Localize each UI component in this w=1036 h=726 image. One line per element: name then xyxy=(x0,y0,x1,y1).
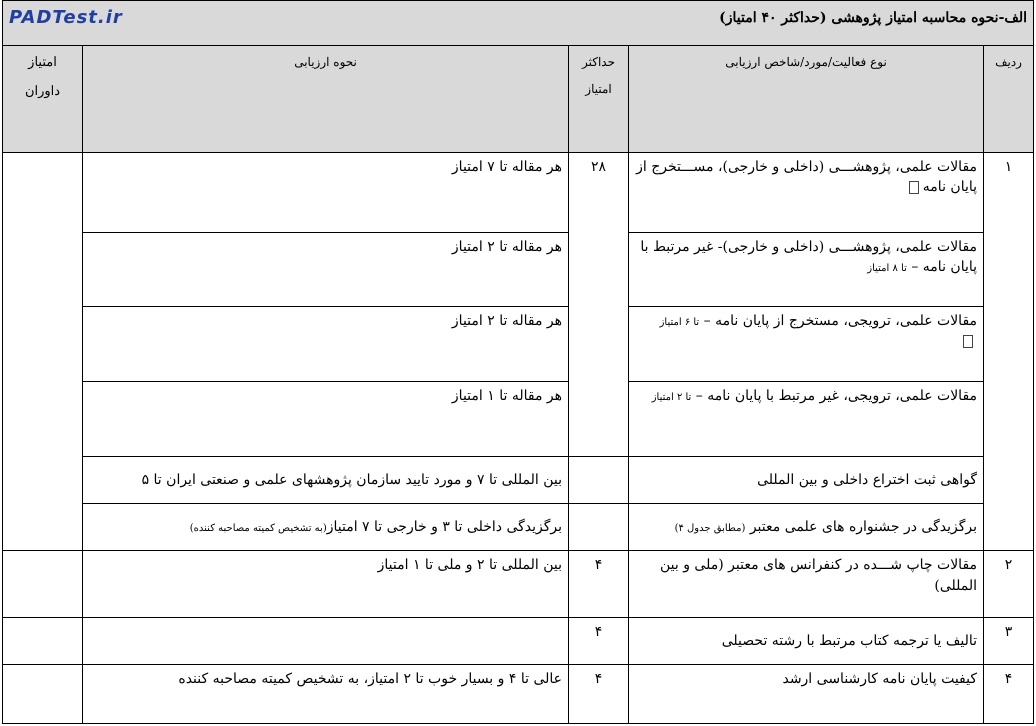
judges-cell xyxy=(3,551,83,617)
checkbox-icon xyxy=(909,181,919,194)
activity-cell: گواهی ثبت اختراع داخلی و بین المللی xyxy=(629,457,984,504)
activity-text: مقالات علمی، پژوهشـــی (داخلی و خارجی)- غیر مرتبط با پایان نامه – xyxy=(640,238,978,276)
judges-cell xyxy=(3,664,83,723)
header-max-line2: امتیاز xyxy=(585,82,612,97)
checkbox-icon xyxy=(963,335,973,348)
table-row xyxy=(3,153,1034,233)
table-row xyxy=(3,504,1034,551)
max-score-cell: ۲۸ xyxy=(569,153,629,457)
judges-cell xyxy=(3,617,83,664)
table-row xyxy=(3,232,1034,307)
activity-cell xyxy=(629,504,984,551)
method-cell: بین المللی تا ۷ و مورد تایید سازمان پژوهشهای علمی و صنعتی ایران تا ۵ xyxy=(83,457,569,504)
method-cell xyxy=(83,504,569,551)
method-cell: هر مقاله تا ۱ امتیاز xyxy=(83,381,569,457)
table-row xyxy=(3,664,1034,723)
method-cell xyxy=(83,617,569,664)
method-cell: هر مقاله تا ۷ امتیاز xyxy=(83,153,569,233)
header-row xyxy=(3,45,1034,152)
activity-text: مقالات علمی، پژوهشـــی (داخلی و خارجی)، مســـتخرج از پایان نامه xyxy=(636,159,978,196)
table-row xyxy=(3,551,1034,617)
table-title-bar xyxy=(3,1,1034,46)
activity-note: (مطابق جدول ۴) xyxy=(674,523,746,535)
activity-note: تا ۶ امتیاز xyxy=(659,317,700,329)
method-cell: عالی تا ۴ و بسیار خوب تا ۲ امتیاز، به تشخیص کمیته مصاحبه کننده xyxy=(83,664,569,723)
activity-cell: مقالات چاپ شـــده در کنفرانس های معتبر (ملی و بین المللی) xyxy=(629,551,984,617)
row-number: ۴ xyxy=(984,664,1034,723)
activity-text: مقالات علمی، ترویجی، غیر مرتبط با پایان نامه – xyxy=(695,387,978,404)
activity-cell xyxy=(629,232,984,307)
table-title: الف-نحوه محاسبه امتیاز پژوهشی (حداکثر ۴۰ امتیاز) xyxy=(719,9,1028,26)
table-row xyxy=(3,617,1034,664)
table-row xyxy=(3,307,1034,382)
activity-note: تا ۲ امتیاز xyxy=(651,391,692,403)
method-text: برگزیدگی داخلی تا ۳ و خارجی تا ۷ امتیاز xyxy=(326,519,563,536)
row-number: ۱ xyxy=(984,153,1034,551)
activity-cell: تالیف یا ترجمه کتاب مرتبط با رشته تحصیلی xyxy=(629,617,984,664)
table-row xyxy=(3,457,1034,504)
header-max-score xyxy=(569,45,629,152)
header-activity: نوع فعالیت/مورد/شاخص ارزیابی xyxy=(629,45,984,152)
method-cell: هر مقاله تا ۲ امتیاز xyxy=(83,307,569,382)
activity-text: برگزیدگی در جشنواره های علمی معتبر xyxy=(749,519,978,536)
header-max-line1: حداکثر xyxy=(582,54,616,69)
table-row xyxy=(3,381,1034,457)
activity-text: مقالات علمی، ترویجی، مستخرج از پایان نامه – xyxy=(703,313,978,330)
activity-note: تا ۸ امتیاز xyxy=(867,263,907,275)
header-judges-line1: امتیاز xyxy=(28,54,57,70)
activity-cell xyxy=(629,381,984,457)
activity-cell: کیفیت پایان نامه کارشناسی ارشد xyxy=(629,664,984,723)
judges-cell xyxy=(3,153,83,551)
header-method: نحوه ارزیابی xyxy=(83,45,569,152)
method-note: (به تشخیص کمیته مصاحبه کننده) xyxy=(189,523,327,535)
method-cell: بین المللی تا ۲ و ملی تا ۱ امتیاز xyxy=(83,551,569,617)
row-number: ۲ xyxy=(984,551,1034,617)
site-logo: PADTest.ir xyxy=(9,7,123,28)
activity-cell xyxy=(629,307,984,382)
row-number: ۳ xyxy=(984,617,1034,664)
max-score-cell: ۴ xyxy=(569,551,629,617)
header-judges xyxy=(3,45,83,152)
header-judges-line2: داوران xyxy=(24,83,61,99)
activity-cell xyxy=(629,153,984,233)
max-score-cell: ۴ xyxy=(569,617,629,664)
header-row-number: ردیف xyxy=(984,45,1034,152)
research-score-table xyxy=(2,0,1034,724)
method-cell: هر مقاله تا ۲ امتیاز xyxy=(83,232,569,307)
max-score-cell: ۴ xyxy=(569,664,629,723)
